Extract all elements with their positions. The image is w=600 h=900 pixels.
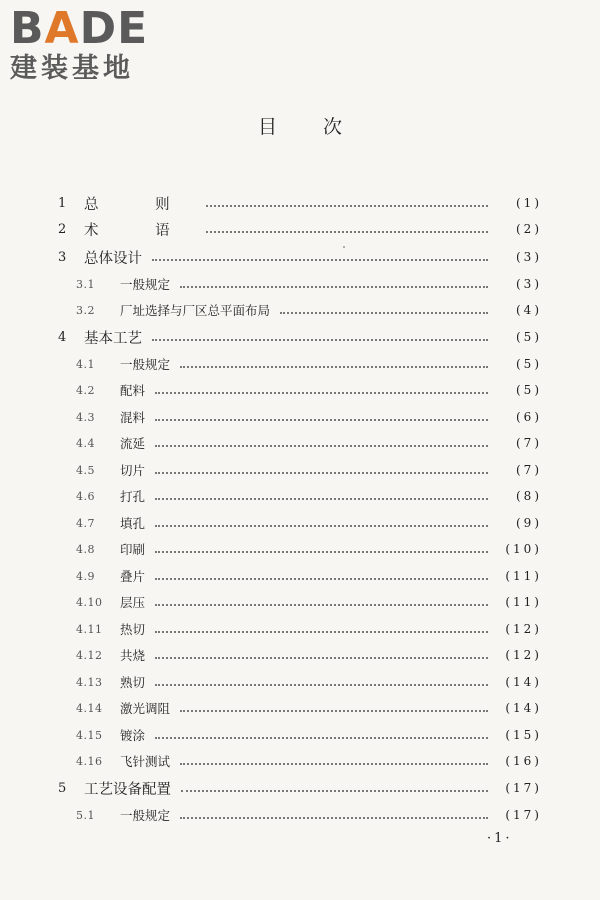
toc-entry-page: (17) [505, 808, 542, 822]
toc-entry[interactable] [0, 299, 600, 321]
toc-entry[interactable] [0, 406, 600, 428]
page-title: 目次 [257, 116, 388, 138]
toc-entry-page: (11) [505, 569, 542, 583]
toc-entry-number: 4.14 [76, 701, 103, 715]
toc-entry-label [76, 673, 145, 691]
toc-entry-label [76, 301, 270, 319]
toc-entry-label [58, 219, 196, 240]
toc-entry[interactable] [0, 246, 600, 268]
toc-entry[interactable] [0, 644, 600, 666]
toc-entry-label [76, 806, 170, 824]
toc-entry-page: (12) [505, 622, 542, 636]
toc-entry-page: (3) [516, 250, 542, 264]
toc-entry-number: 4.1 [76, 357, 95, 371]
toc-entry-label [76, 487, 145, 505]
toc-entry-number: 4.7 [76, 516, 95, 530]
toc-entry-page: (4) [516, 303, 542, 317]
toc-entry-number: 4.11 [76, 622, 103, 636]
toc-entry[interactable] [0, 591, 600, 613]
toc-entry-label [76, 514, 145, 532]
toc-entry-number: 3.1 [76, 277, 95, 291]
toc-leader-dots [180, 817, 488, 819]
toc-leader-dots [155, 419, 488, 421]
toc-entry-label [76, 699, 170, 717]
toc-entry-label [58, 327, 142, 348]
toc-entry-title: 基本工艺 [84, 330, 142, 347]
toc-entry-title: 一般规定 [120, 808, 171, 823]
toc-entry-page: (17) [505, 781, 542, 795]
toc-leader-dots [155, 684, 488, 686]
toc-entry[interactable] [0, 565, 600, 587]
toc-entry-label [76, 646, 145, 664]
toc-entry-page: (8) [516, 489, 542, 503]
toc-entry-label [58, 193, 196, 214]
toc-entry[interactable] [0, 538, 600, 560]
toc-entry-label [76, 275, 170, 293]
toc-entry-title: 混料 [120, 410, 146, 425]
toc-entry[interactable] [0, 326, 600, 348]
toc-leader-dots [155, 525, 488, 527]
toc-leader-dots [152, 339, 488, 341]
toc-leader-dots [155, 631, 488, 633]
toc-entry-title: 打孔 [120, 489, 146, 504]
toc-entry-page: (1) [516, 196, 542, 210]
toc-entry-title: 厂址选择与厂区总平面布局 [120, 303, 271, 318]
toc-entry-title: 镀涂 [120, 728, 146, 743]
toc-entry-label [76, 381, 145, 399]
toc-entry[interactable] [0, 724, 600, 746]
toc-entry-page: (12) [505, 648, 542, 662]
toc-entry-number: 4.4 [76, 436, 95, 450]
toc-leader-dots [155, 445, 488, 447]
toc-entry-number: 4.12 [76, 648, 103, 662]
toc-leader-dots [155, 737, 488, 739]
toc-entry-label [76, 752, 170, 770]
toc-entry-page: (15) [505, 728, 542, 742]
toc-entry[interactable] [0, 618, 600, 640]
toc-entry[interactable] [0, 459, 600, 481]
toc-entry[interactable] [0, 804, 600, 826]
toc-entry-number: 4.5 [76, 463, 95, 477]
toc-leader-dots [180, 366, 488, 368]
toc-entry-number: 4.6 [76, 489, 95, 503]
toc-entry-label [76, 408, 145, 426]
toc-entry-title: 飞针测试 [120, 754, 171, 769]
toc-entry-number: 3.2 [76, 303, 95, 317]
toc-entry-page: (7) [516, 463, 542, 477]
toc-entry-label [76, 355, 170, 373]
toc-entry-title: 层压 [120, 595, 146, 610]
toc-entry-page: (2) [516, 222, 542, 236]
toc-entry[interactable] [0, 697, 600, 719]
toc-entry-page: (6) [516, 410, 542, 424]
toc-entry-title: 总体设计 [84, 250, 142, 267]
toc-entry-number: 2 [58, 221, 67, 237]
toc-leader-dots [155, 551, 488, 553]
toc-entry-page: (10) [505, 542, 542, 556]
toc-entry-page: (3) [516, 277, 542, 291]
toc-leader-dots [206, 231, 488, 233]
toc-leader-dots [155, 578, 488, 580]
toc-entry-title: 填孔 [120, 516, 146, 531]
toc-entry-page: (5) [516, 330, 542, 344]
toc-entry-title: 一般规定 [120, 277, 171, 292]
toc-entry[interactable] [0, 218, 600, 240]
toc-entry-number: 4 [58, 329, 67, 345]
toc-entry-label [76, 434, 145, 452]
toc-entry-number: 4.10 [76, 595, 103, 609]
toc-entry-title: 热切 [120, 622, 146, 637]
toc-entry[interactable] [0, 192, 600, 214]
toc-entry-number: 4.13 [76, 675, 103, 689]
toc-entry-label [76, 567, 145, 585]
toc-entry-title: 工艺设备配置 [84, 781, 171, 798]
toc-entry-page: (14) [505, 701, 542, 715]
toc-entry-number: 4.15 [76, 728, 103, 742]
toc-entry-title: 切片 [120, 463, 146, 478]
toc-entry-page: (5) [516, 383, 542, 397]
toc-entry-page: (9) [516, 516, 542, 530]
toc-entry-label [76, 726, 145, 744]
toc-entry-number: 4.8 [76, 542, 95, 556]
toc-entry[interactable] [0, 512, 600, 534]
toc-entry-title: 印刷 [120, 542, 146, 557]
toc-entry[interactable] [0, 777, 600, 799]
toc-entry-label [76, 461, 145, 479]
scan-speck [343, 246, 345, 248]
toc-entry-title: 激光调阻 [120, 701, 171, 716]
toc-leader-dots [180, 286, 488, 288]
toc-entry-label [76, 593, 145, 611]
toc-entry[interactable] [0, 485, 600, 507]
toc-leader-dots [155, 392, 488, 394]
logo-wordmark: BADE [10, 3, 149, 54]
toc-entry-label [76, 620, 145, 638]
toc-entry[interactable] [0, 432, 600, 454]
toc-entry-title: 共烧 [120, 648, 146, 663]
toc-entry-title: 叠片 [120, 569, 146, 584]
toc-leader-dots [180, 710, 488, 712]
toc-entry-number: 4.3 [76, 410, 95, 424]
toc-entry-title: 配料 [120, 383, 146, 398]
toc-entry-number: 4.16 [76, 754, 103, 768]
toc-leader-dots [155, 498, 488, 500]
toc-entry[interactable] [0, 750, 600, 772]
page-number: ·1· [487, 831, 513, 846]
toc-entry-number: 4.2 [76, 383, 95, 397]
toc-entry-label [58, 778, 171, 799]
toc-entry-page: (5) [516, 357, 542, 371]
toc-leader-dots [155, 657, 488, 659]
logo [10, 3, 180, 86]
toc-entry-label [58, 247, 142, 268]
toc-leader-dots [280, 312, 488, 314]
toc-entry[interactable] [0, 671, 600, 693]
toc-entry-title: 总 则 [84, 196, 196, 213]
toc-entry-title: 熟切 [120, 675, 146, 690]
toc-entry-title: 流延 [120, 436, 146, 451]
toc-entry-number: 3 [58, 249, 67, 265]
toc-entry-page: (7) [516, 436, 542, 450]
toc-entry-page: (16) [505, 754, 542, 768]
toc-entry-number: 1 [58, 195, 67, 211]
toc-entry[interactable] [0, 273, 600, 295]
toc-leader-dots [180, 763, 488, 765]
logo-subtitle: 建装基地 [10, 53, 134, 84]
toc-entry-page: (14) [505, 675, 542, 689]
toc-entry-page: (11) [505, 595, 542, 609]
toc-entry-label [76, 540, 145, 558]
toc-entry-number: 5 [58, 780, 67, 796]
toc-entry[interactable] [0, 379, 600, 401]
toc-entry-number: 5.1 [76, 808, 95, 822]
toc-leader-dots [206, 205, 488, 207]
toc-leader-dots [152, 259, 488, 261]
toc-leader-dots [155, 472, 488, 474]
toc-entry[interactable] [0, 353, 600, 375]
toc-leader-dots [181, 790, 488, 792]
toc-leader-dots [155, 604, 488, 606]
toc-entry-title: 一般规定 [120, 357, 171, 372]
toc-entry-number: 4.9 [76, 569, 95, 583]
toc-entry-title: 术 语 [84, 222, 196, 239]
